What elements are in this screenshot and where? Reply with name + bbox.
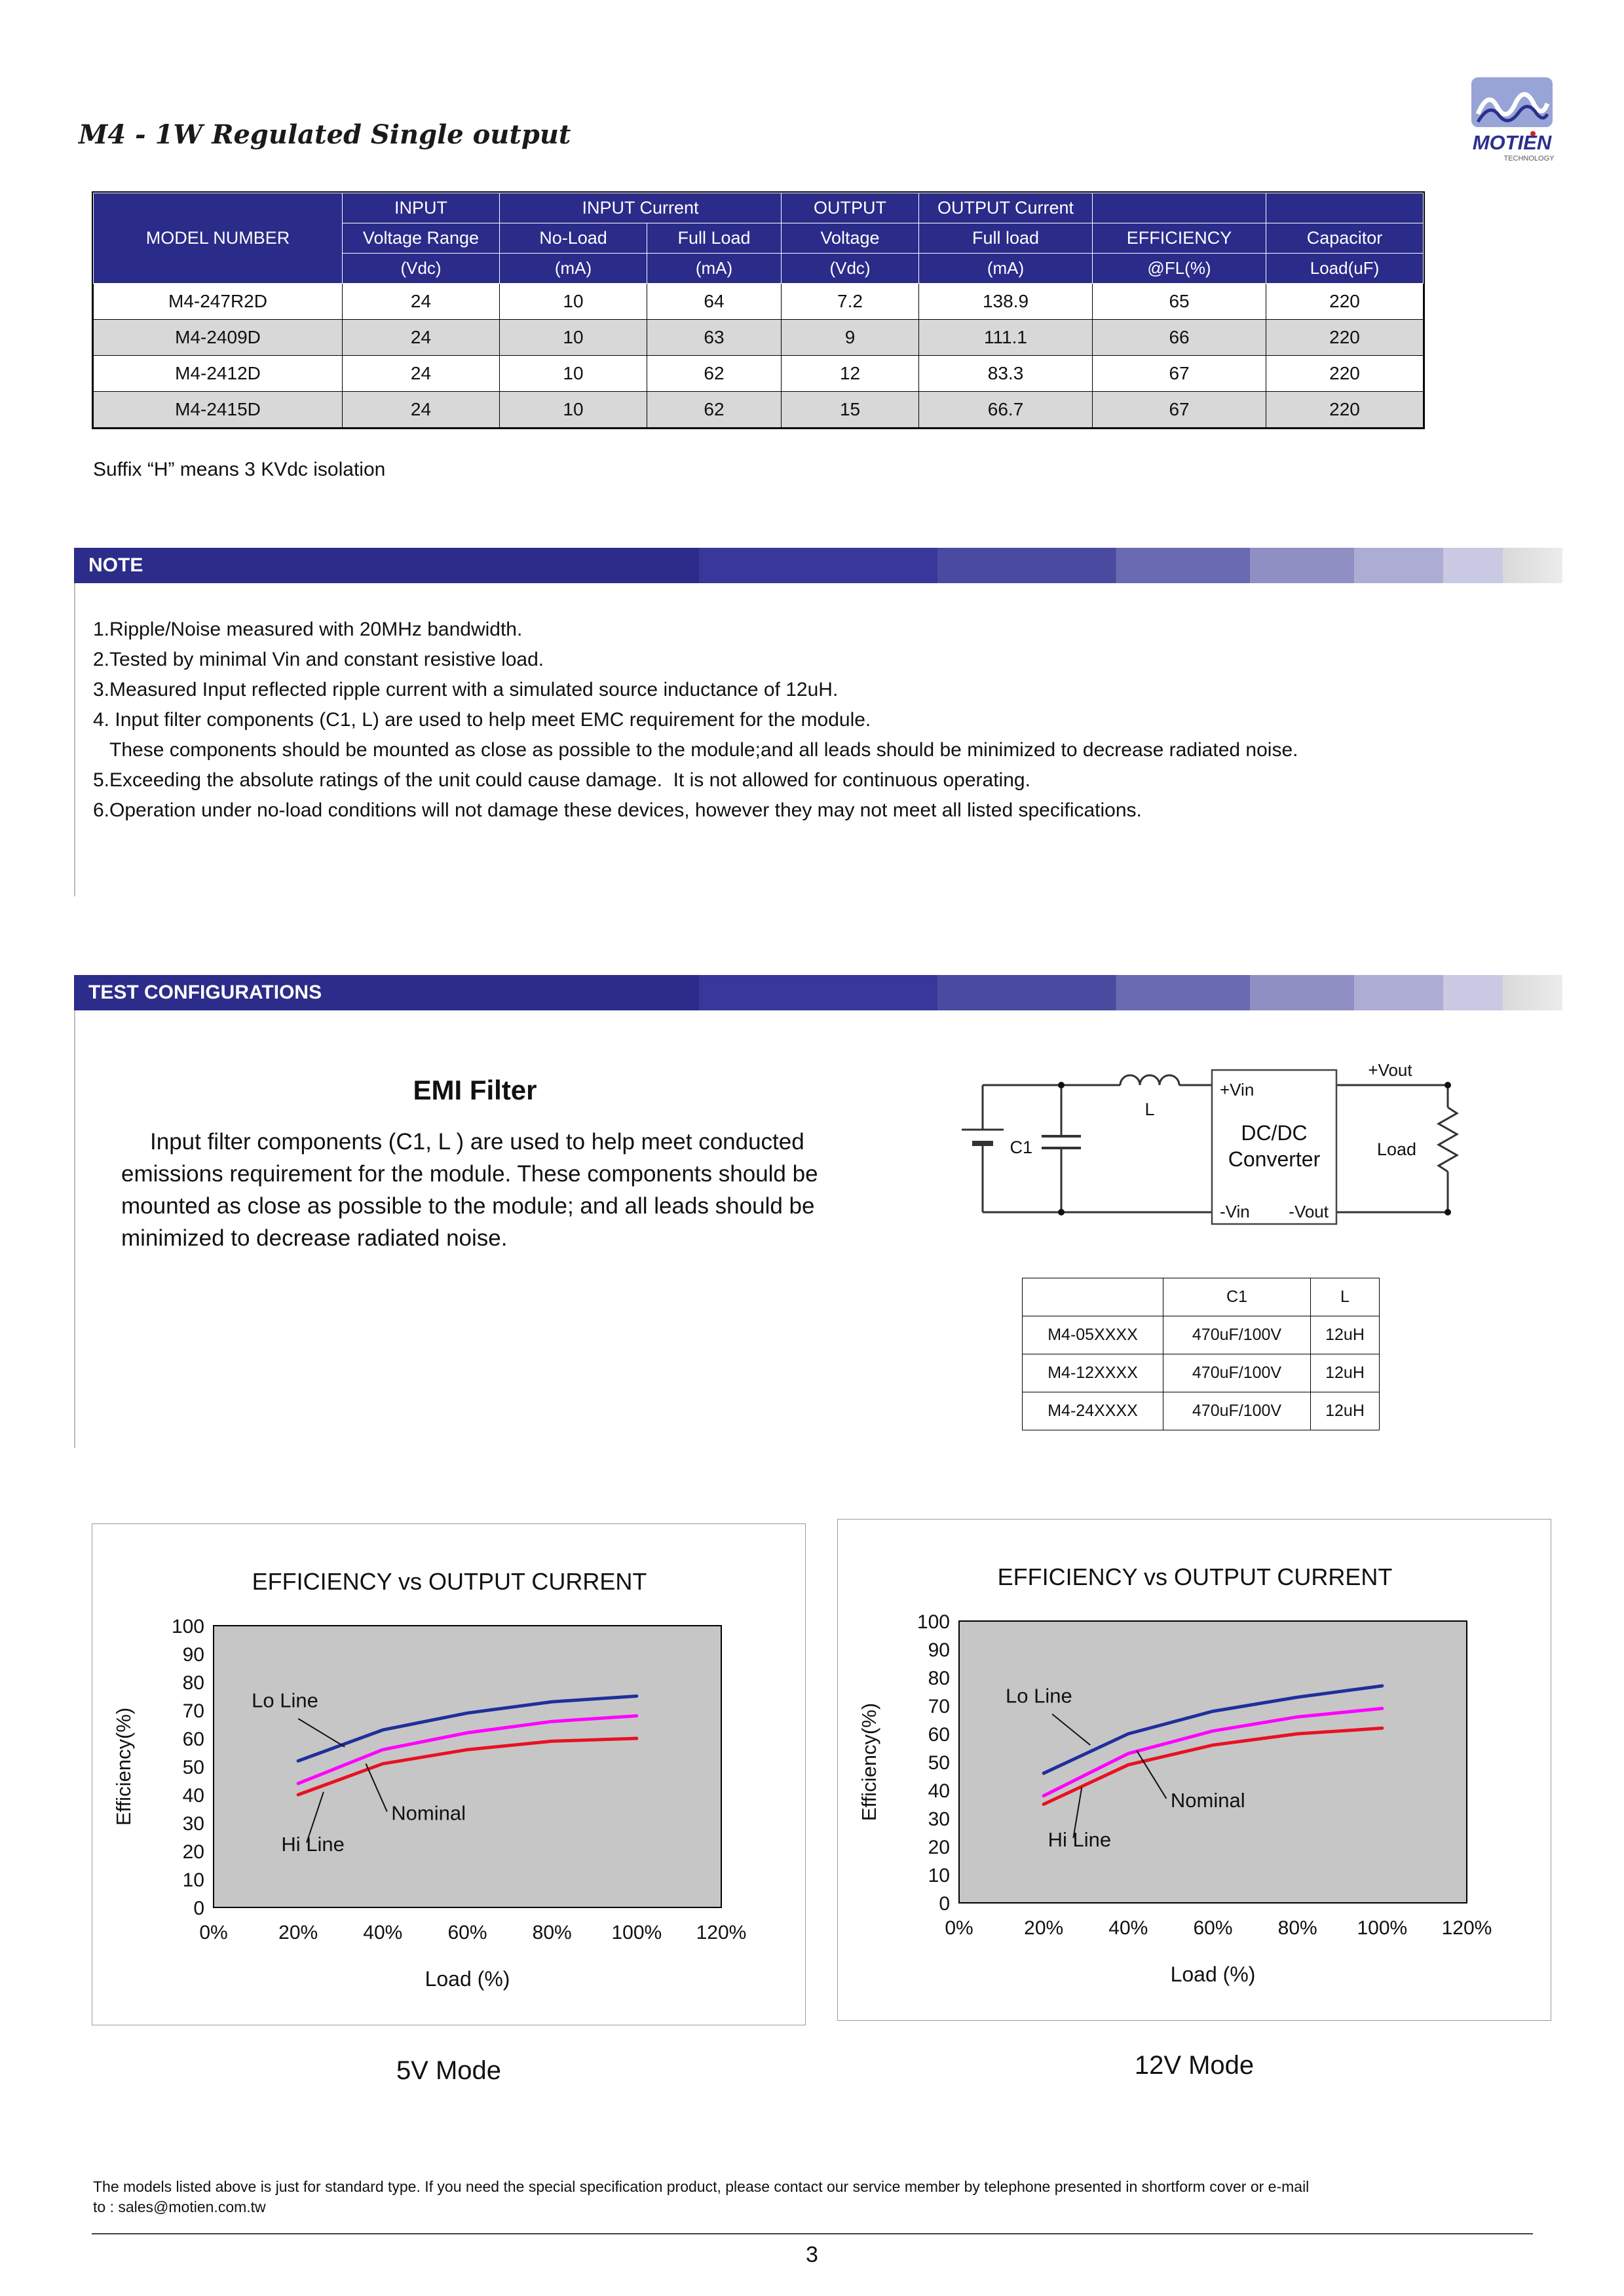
unit-vdc-out: (Vdc) xyxy=(782,254,919,284)
suffix-note: Suffix “H” means 3 KVdc isolation xyxy=(93,459,386,480)
emi-filter-paragraph: Input filter components (C1, L ) are used to help meet conducted emissions requirement for the module. These components should be mounted as close as possible to the module; and all leads should be minimized to decrease radiated noise. xyxy=(121,1129,818,1251)
logo-subtitle: TECHNOLOGY xyxy=(1503,155,1555,163)
table-cell: 138.9 xyxy=(919,284,1093,320)
table-cell: M4-247R2D xyxy=(94,284,343,320)
table-cell: 62 xyxy=(647,356,782,392)
plot-area xyxy=(214,1626,721,1907)
test-section-rule xyxy=(74,1010,75,1448)
table-cell: 12uH xyxy=(1311,1316,1380,1354)
table-row xyxy=(1023,1354,1380,1392)
note-list xyxy=(93,615,1567,826)
table-cell: 63 xyxy=(647,320,782,356)
unit-ma-out: (mA) xyxy=(919,254,1093,284)
l-label: L xyxy=(1144,1100,1155,1119)
y-tick-label: 80 xyxy=(182,1672,204,1694)
comp-header-blank xyxy=(1023,1278,1163,1316)
x-tick-label: 0% xyxy=(199,1922,228,1943)
col-header-efficiency: EFFICIENCY xyxy=(1093,223,1266,254)
table-cell: 24 xyxy=(343,392,500,428)
unit-ma-no-load: (mA) xyxy=(500,254,647,284)
note-item: 2.Tested by minimal Vin and constant resistive load. xyxy=(93,649,544,670)
table-cell: 64 xyxy=(647,284,782,320)
group-header-input-current: INPUT Current xyxy=(500,193,782,223)
table-cell: 67 xyxy=(1093,356,1266,392)
emi-filter-title: EMI Filter xyxy=(413,1075,537,1105)
table-cell: 7.2 xyxy=(782,284,919,320)
note-item: 4. Input filter components (C1, L) are used to help meet EMC requirement for the module. xyxy=(93,709,871,731)
unit-ma-full-load: (mA) xyxy=(647,254,782,284)
note-item: 6.Operation under no-load conditions will not damage these devices, however they may not meet all listed specifications. xyxy=(93,799,1142,821)
pin-vin-neg: -Vin xyxy=(1220,1202,1250,1221)
spec-table xyxy=(92,191,1425,429)
efficiency-chart-5v xyxy=(92,1523,806,2025)
table-cell: 220 xyxy=(1266,320,1424,356)
table-cell: 24 xyxy=(343,320,500,356)
group-header-blank-efficiency xyxy=(1093,193,1266,223)
table-row xyxy=(1023,1392,1380,1430)
table-cell: 10 xyxy=(500,320,647,356)
y-tick-label: 20 xyxy=(928,1837,950,1858)
y-axis-label: Efficiency(%) xyxy=(858,1702,880,1822)
footer-line1: The models listed above is just for standard type. If you need the special specification product, please contact our service member by telephone presented in shortform cover or e-mail xyxy=(93,2178,1310,2195)
x-tick-label: 0% xyxy=(945,1917,973,1939)
col-header-full-load-out: Full load xyxy=(919,223,1093,254)
table-cell: 83.3 xyxy=(919,356,1093,392)
y-tick-label: 30 xyxy=(928,1808,950,1830)
table-cell: 24 xyxy=(343,356,500,392)
logo-name: MOTIEN xyxy=(1472,131,1552,154)
table-cell: 470uF/100V xyxy=(1163,1392,1311,1430)
group-header-output-current: OUTPUT Current xyxy=(919,193,1093,223)
efficiency-chart-12v-svg xyxy=(838,1520,1552,2021)
table-cell: 10 xyxy=(500,392,647,428)
group-header-output: OUTPUT xyxy=(782,193,919,223)
x-tick-label: 100% xyxy=(611,1922,662,1943)
x-tick-label: 120% xyxy=(1441,1917,1492,1939)
note-item: 5.Exceeding the absolute ratings of the unit could cause damage. It is not allowed for continuous operating. xyxy=(93,769,1030,791)
page-number: 3 xyxy=(806,2242,818,2267)
y-tick-label: 90 xyxy=(928,1639,950,1661)
table-row xyxy=(94,284,1424,320)
unit-vdc-in: (Vdc) xyxy=(343,254,500,284)
table-row xyxy=(1023,1316,1380,1354)
page-title: M4 - 1W Regulated Single output xyxy=(79,119,571,150)
comp-header-l: L xyxy=(1311,1278,1380,1316)
y-tick-label: 100 xyxy=(916,1611,950,1633)
mode-label-5v: 5V Mode xyxy=(396,2056,502,2085)
y-axis-label: Efficiency(%) xyxy=(112,1707,135,1826)
unit-at-fl: @FL(%) xyxy=(1093,254,1266,284)
comp-header-c1: C1 xyxy=(1163,1278,1311,1316)
y-tick-label: 0 xyxy=(939,1893,950,1915)
table-cell: M4-24XXXX xyxy=(1023,1392,1163,1430)
annotation-label: Lo Line xyxy=(252,1689,318,1712)
converter-label-line1: DC/DC xyxy=(1241,1121,1308,1145)
chart-title: EFFICIENCY vs OUTPUT CURRENT xyxy=(252,1568,647,1595)
table-cell: 9 xyxy=(782,320,919,356)
note-section-header: NOTE xyxy=(74,548,1562,583)
y-tick-label: 70 xyxy=(182,1700,204,1722)
unit-load-uf: Load(uF) xyxy=(1266,254,1424,284)
note-item: These components should be mounted as close as possible to the module;and all leads should be minimized to decrease radiated noise. xyxy=(93,739,1298,761)
emi-filter-circuit xyxy=(924,1047,1500,1257)
annotation-label: Lo Line xyxy=(1006,1684,1072,1708)
table-row xyxy=(94,320,1424,356)
table-cell: 10 xyxy=(500,356,647,392)
annotation-label: Hi Line xyxy=(1048,1828,1112,1851)
annotation-label: Nominal xyxy=(391,1801,466,1825)
footer-disclaimer xyxy=(93,2177,1560,2217)
table-cell: M4-2409D xyxy=(94,320,343,356)
annotation-label: Nominal xyxy=(1170,1788,1245,1812)
c1-label: C1 xyxy=(1010,1138,1032,1157)
y-tick-label: 20 xyxy=(182,1841,204,1863)
test-configurations-header: TEST CONFIGURATIONS xyxy=(74,975,1562,1010)
table-cell: M4-2415D xyxy=(94,392,343,428)
table-cell: 10 xyxy=(500,284,647,320)
col-header-full-load: Full Load xyxy=(647,223,782,254)
y-tick-label: 0 xyxy=(193,1898,204,1919)
table-cell: 66.7 xyxy=(919,392,1093,428)
motien-logo xyxy=(1456,76,1568,164)
table-cell: 65 xyxy=(1093,284,1266,320)
table-cell: 24 xyxy=(343,284,500,320)
x-axis-label: Load (%) xyxy=(1170,1962,1256,1986)
y-tick-label: 30 xyxy=(182,1813,204,1835)
table-cell: 66 xyxy=(1093,320,1266,356)
table-cell: M4-05XXXX xyxy=(1023,1316,1163,1354)
table-row xyxy=(94,356,1424,392)
table-row xyxy=(94,392,1424,428)
x-tick-label: 20% xyxy=(1024,1917,1064,1939)
load-resistor-icon xyxy=(1439,1107,1457,1172)
table-cell: 15 xyxy=(782,392,919,428)
note-item: 3.Measured Input reflected ripple current with a simulated source inductance of 12uH. xyxy=(93,679,839,700)
table-cell: 470uF/100V xyxy=(1163,1354,1311,1392)
y-tick-label: 60 xyxy=(928,1724,950,1746)
y-tick-label: 40 xyxy=(928,1780,950,1802)
group-header-input: INPUT xyxy=(343,193,500,223)
x-tick-label: 80% xyxy=(1277,1917,1317,1939)
y-tick-label: 50 xyxy=(182,1757,204,1778)
pin-vin-pos: +Vin xyxy=(1220,1080,1255,1100)
x-tick-label: 20% xyxy=(278,1922,318,1943)
table-cell: M4-12XXXX xyxy=(1023,1354,1163,1392)
chart-title: EFFICIENCY vs OUTPUT CURRENT xyxy=(997,1563,1393,1590)
y-tick-label: 10 xyxy=(182,1869,204,1891)
y-tick-label: 100 xyxy=(171,1616,204,1637)
emi-component-table xyxy=(1022,1278,1380,1430)
table-cell: M4-2412D xyxy=(94,356,343,392)
y-tick-label: 90 xyxy=(182,1644,204,1666)
table-cell: 220 xyxy=(1266,356,1424,392)
efficiency-chart-5v-svg xyxy=(92,1524,806,2026)
plot-area xyxy=(959,1621,1467,1903)
table-cell: 111.1 xyxy=(919,320,1093,356)
table-cell: 12uH xyxy=(1311,1392,1380,1430)
x-tick-label: 60% xyxy=(447,1922,487,1943)
annotation-label: Hi Line xyxy=(281,1833,345,1856)
pin-vout-neg: -Vout xyxy=(1289,1202,1329,1221)
x-tick-label: 120% xyxy=(696,1922,747,1943)
col-header-voltage-range: Voltage Range xyxy=(343,223,500,254)
inductor-icon xyxy=(1120,1075,1179,1085)
x-tick-label: 80% xyxy=(532,1922,572,1943)
note-section-rule xyxy=(74,583,75,896)
col-header-model: MODEL NUMBER xyxy=(94,193,343,284)
footer-line2: to : sales@motien.com.tw xyxy=(93,2198,266,2215)
y-tick-label: 50 xyxy=(928,1752,950,1774)
footer-divider xyxy=(92,2233,1533,2234)
converter-label-line2: Converter xyxy=(1228,1147,1321,1171)
group-header-blank-capacitor xyxy=(1266,193,1424,223)
mode-label-12v: 12V Mode xyxy=(1134,2051,1255,2080)
x-tick-label: 100% xyxy=(1357,1917,1408,1939)
col-header-capacitor: Capacitor xyxy=(1266,223,1424,254)
table-cell: 12 xyxy=(782,356,919,392)
table-cell: 220 xyxy=(1266,284,1424,320)
x-axis-label: Load (%) xyxy=(425,1967,510,1991)
y-tick-label: 80 xyxy=(928,1668,950,1689)
y-tick-label: 70 xyxy=(928,1696,950,1717)
y-tick-label: 60 xyxy=(182,1729,204,1750)
table-cell: 12uH xyxy=(1311,1354,1380,1392)
col-header-no-load: No-Load xyxy=(500,223,647,254)
table-cell: 220 xyxy=(1266,392,1424,428)
y-tick-label: 40 xyxy=(182,1785,204,1807)
y-tick-label: 10 xyxy=(928,1865,950,1886)
load-label: Load xyxy=(1376,1139,1416,1159)
x-tick-label: 40% xyxy=(363,1922,403,1943)
x-tick-label: 40% xyxy=(1108,1917,1148,1939)
x-tick-label: 60% xyxy=(1193,1917,1233,1939)
efficiency-chart-12v xyxy=(837,1519,1551,2021)
table-cell: 62 xyxy=(647,392,782,428)
table-cell: 470uF/100V xyxy=(1163,1316,1311,1354)
pin-vout-pos: +Vout xyxy=(1368,1060,1412,1080)
col-header-voltage: Voltage xyxy=(782,223,919,254)
note-item: 1.Ripple/Noise measured with 20MHz bandwidth. xyxy=(93,619,523,640)
table-cell: 67 xyxy=(1093,392,1266,428)
